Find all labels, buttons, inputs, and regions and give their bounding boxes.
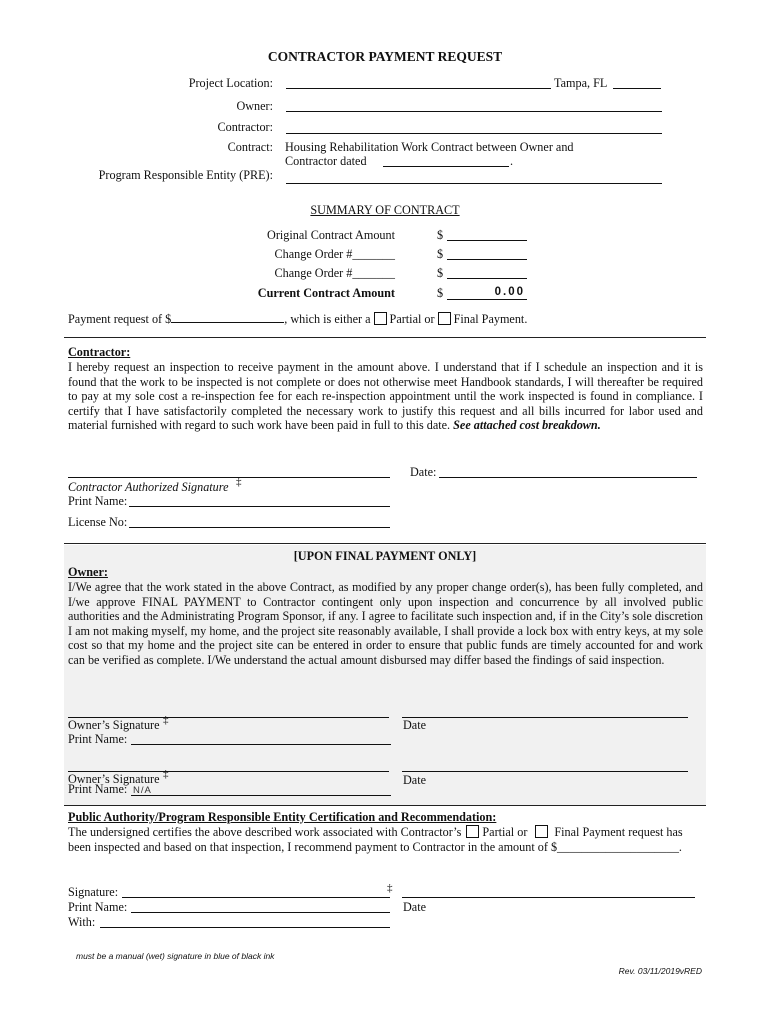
pa-date-field[interactable]: [402, 897, 695, 898]
project-location-field[interactable]: [286, 88, 551, 89]
owner-date-1-field[interactable]: [402, 717, 688, 718]
contractor-signature-field[interactable]: [68, 477, 390, 478]
partial-label: Partial or: [389, 312, 435, 326]
contractor-date-field[interactable]: [439, 477, 697, 478]
owner-print-name-2-field[interactable]: [131, 795, 391, 796]
currency-symbol: $: [437, 286, 444, 300]
owner-print-name-1-label: Print Name:: [68, 732, 128, 746]
contractor-section-heading: Contractor:: [68, 345, 131, 359]
section-divider: [64, 543, 706, 544]
pa-print-name-label: Print Name:: [68, 900, 128, 914]
contract-text-line-2: Contractor dated: [285, 154, 367, 168]
contractor-print-name-label: Print Name:: [68, 494, 128, 508]
pa-with-field[interactable]: [100, 927, 390, 928]
pa-date-label: Date: [403, 900, 427, 914]
contract-date-field[interactable]: [383, 166, 509, 167]
currency-symbol: $: [437, 228, 444, 242]
pa-final-label: Final Payment request has: [554, 825, 683, 839]
currency-symbol: $: [437, 247, 444, 261]
partial-payment-checkbox[interactable]: [374, 312, 387, 325]
signature-footnote: must be a manual (wet) signature in blue of black ink: [76, 951, 275, 961]
original-amount-field[interactable]: [447, 240, 527, 241]
owner-date-2-label: Date: [403, 773, 427, 787]
change-order-1-field[interactable]: [447, 259, 527, 260]
final-payment-banner: [UPON FINAL PAYMENT ONLY]: [293, 549, 477, 563]
pa-print-name-field[interactable]: [131, 912, 390, 913]
contractor-label: Contractor:: [217, 120, 273, 134]
owner-date-1-label: Date: [403, 718, 427, 732]
owner-section-heading: Owner:: [68, 565, 108, 579]
contract-text-line-1: Housing Rehabilitation Work Contract between Owner and: [285, 140, 574, 154]
summary-row-label: Original Contract Amount: [267, 228, 395, 242]
pa-signature-label: Signature:: [68, 885, 119, 899]
license-field[interactable]: [129, 527, 390, 528]
summary-row-label: Current Contract Amount: [257, 286, 395, 300]
pa-partial-checkbox[interactable]: [466, 825, 479, 838]
contractor-statement: [68, 360, 703, 433]
pa-section-heading: Public Authority/Program Responsible Entity Certification and Recommendation:: [68, 810, 497, 824]
contractor-field[interactable]: [286, 133, 662, 134]
final-label: Final Payment.: [453, 312, 528, 326]
payment-request-prefix: Payment request of $: [68, 312, 172, 326]
pa-final-checkbox[interactable]: [535, 825, 548, 838]
pa-certification-line-1: [68, 825, 683, 840]
currency-symbol: $: [437, 266, 444, 280]
current-amount-field[interactable]: [447, 299, 527, 300]
pa-signature-field[interactable]: [122, 897, 390, 898]
change-order-2-field[interactable]: [447, 278, 527, 279]
owner-statement: I/We agree that the work stated in the above Contract, as modified by any proper change order(s), has been fully completed, and I/we approve FINAL PAYMENT to Contractor contingent only upon inspection and concurrence by all involved public authorities and the Administrating Program Sponsor, if any. I agree to facilitate such inspection and, if in the City’s sole discretion I am not making myself, my home, and the project site reasonably available, I shall provide a lock box with entry keys, at my sole cost so that my home and the project site can be entered in order to ensure that public funds are timely accounted for and work can be verified as complete. I/We understand the actual amount disbursed may differ based the findings of said inspection.: [68, 580, 703, 667]
current-amount-value: 0.00: [494, 286, 525, 298]
dagger-mark: ‡: [387, 882, 393, 894]
dagger-mark: ‡: [236, 476, 242, 488]
page-title: CONTRACTOR PAYMENT REQUEST: [267, 49, 503, 64]
pre-field[interactable]: [286, 183, 662, 184]
summary-row-label: Change Order #_______: [274, 247, 395, 261]
final-payment-checkbox[interactable]: [438, 312, 451, 325]
pa-line-1-text: The undersigned certifies the above described work associated with Contractor’s: [68, 825, 462, 839]
project-location-extra-field[interactable]: [613, 88, 661, 89]
payment-amount-field[interactable]: [171, 312, 284, 323]
contractor-signature-label: Contractor Authorized Signature: [68, 480, 229, 494]
contract-text-end: .: [510, 154, 514, 168]
revision-label: Rev. 03/11/2019vRED: [618, 966, 702, 976]
dagger-mark: ‡: [163, 768, 169, 780]
payment-request-line: [68, 312, 527, 327]
pre-label: Program Responsible Entity (PRE):: [98, 168, 273, 182]
section-divider: [64, 805, 706, 806]
summary-heading: SUMMARY OF CONTRACT: [310, 203, 460, 217]
owner-field[interactable]: [286, 111, 662, 112]
owner-print-name-2-value: N/A: [133, 785, 152, 796]
pa-certification-line-2: been inspected and based on that inspection, I recommend payment to Contractor in the amount of $____________________.: [68, 840, 682, 854]
owner-signature-2-label: Owner’s Signature: [68, 772, 160, 786]
summary-row-label: Change Order #_______: [274, 266, 395, 280]
contractor-print-name-field[interactable]: [129, 506, 390, 507]
owner-date-2-field[interactable]: [402, 771, 688, 772]
contract-label: Contract:: [227, 140, 273, 154]
contractor-date-label: Date:: [410, 465, 437, 479]
payment-request-middle: , which is either a: [284, 312, 371, 326]
project-location-suffix: Tampa, FL: [554, 76, 608, 90]
owner-print-name-1-field[interactable]: [131, 744, 391, 745]
pa-partial-label: Partial or: [482, 825, 528, 839]
dagger-mark: ‡: [163, 714, 169, 726]
owner-signature-1-label: Owner’s Signature: [68, 718, 160, 732]
cost-breakdown-note: See attached cost breakdown.: [453, 418, 601, 433]
pa-with-label: With:: [68, 915, 96, 929]
contractor-statement-text: I hereby request an inspection to receive payment in the amount above. I understand that if I schedule an inspection and it is found that the work to be inspected is not complete or does not otherwise meet Handbook standards, I will thereafter be required to pay at my sole cost a re-inspection fee for each re-inspection appointment until the work inspected is found in compliance. I certify that I have satisfactorily completed the necessary work to justify this request and all bills incurred for labor used and material furnished with regard to such work have been paid in full to this date.: [68, 360, 703, 433]
owner-label: Owner:: [236, 99, 273, 113]
owner-print-name-2-label: Print Name:: [68, 782, 128, 796]
project-location-label: Project Location:: [188, 76, 273, 90]
section-divider: [64, 337, 706, 338]
license-label: License No:: [68, 515, 128, 529]
